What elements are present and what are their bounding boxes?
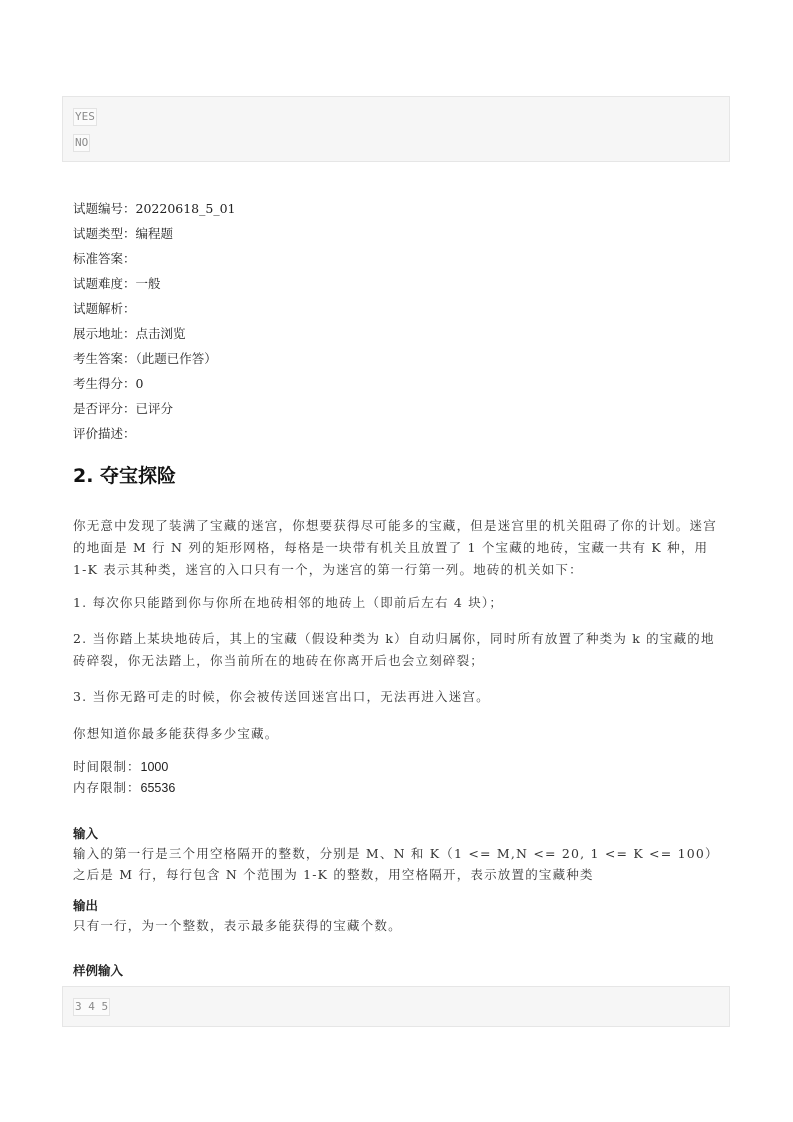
output-description: 只有一行，为一个整数，表示最多能获得的宝藏个数。 [73, 918, 402, 933]
question-intro: 你无意中发现了装满了宝藏的迷宫，你想要获得尽可能多的宝藏，但是迷宫里的机关阻碍了你的计划。迷宫的地面是 M 行 N 列的矩形网格，每格是一块带有机关且放置了 1 个宝藏的地砖，宝藏一共有 K 种，用 1-K 表示其种类，迷宫的入口只有一个，为迷宫的第一行第一列。地砖的机关如下： [73, 518, 717, 577]
meta-row: 考生得分：0 [73, 376, 144, 391]
meta-row: 试题解析： [73, 301, 136, 316]
meta-row: 评价描述： [73, 426, 136, 441]
rule-1: 1. 每次你只能踏到你与你所在地砖相邻的地砖上（即前后左右 4 块）； [73, 595, 504, 610]
rule-2: 2. 当你踏上某块地砖后，其上的宝藏（假设种类为 k）自动归属你，同时所有放置了种类为 k 的宝藏的地砖碎裂，你无法踏上，你当前所在的地砖在你离开后也会立刻碎裂； [73, 631, 715, 668]
input-description: 输入的第一行是三个用空格隔开的整数，分别是 M、N 和 K（1 <= M,N <= 20, 1 <= K <= 100） 之后是 M 行，每行包含 N 个范围为 1-K 的整数，用空格隔开，表示放置的宝藏种类 [73, 846, 719, 882]
code-line: YES [73, 108, 97, 126]
question-title: 2. 夺宝探险 [73, 465, 177, 487]
time-limit: 时间限制：1000 [73, 759, 169, 774]
meta-row: 考生答案：（此题已作答） [73, 351, 217, 366]
question-goal: 你想知道你最多能获得多少宝藏。 [73, 726, 279, 741]
input-heading: 输入 [73, 826, 99, 841]
memory-limit: 内存限制：65536 [73, 780, 176, 795]
output-heading: 输出 [73, 898, 99, 913]
meta-row: 试题难度：一般 [73, 276, 161, 291]
sample-input-box [62, 986, 730, 1027]
question-meta [73, 196, 236, 446]
rule-3: 3. 当你无路可走的时候，你会被传送回迷宫出口，无法再进入迷宫。 [73, 689, 490, 704]
meta-row: 试题编号：20220618_5_01 [73, 201, 236, 216]
sample-input-heading: 样例输入 [73, 963, 124, 978]
meta-row: 试题类型：编程题 [73, 226, 174, 241]
sample-output-box [62, 96, 730, 162]
meta-row: 展示地址：点击浏览 [73, 326, 186, 341]
code-line: 3 4 5 [73, 998, 110, 1016]
meta-row: 是否评分：已评分 [73, 401, 174, 416]
meta-row: 标准答案： [73, 251, 136, 266]
code-line: NO [73, 134, 90, 152]
view-link[interactable]: 点击浏览 [135, 326, 186, 341]
